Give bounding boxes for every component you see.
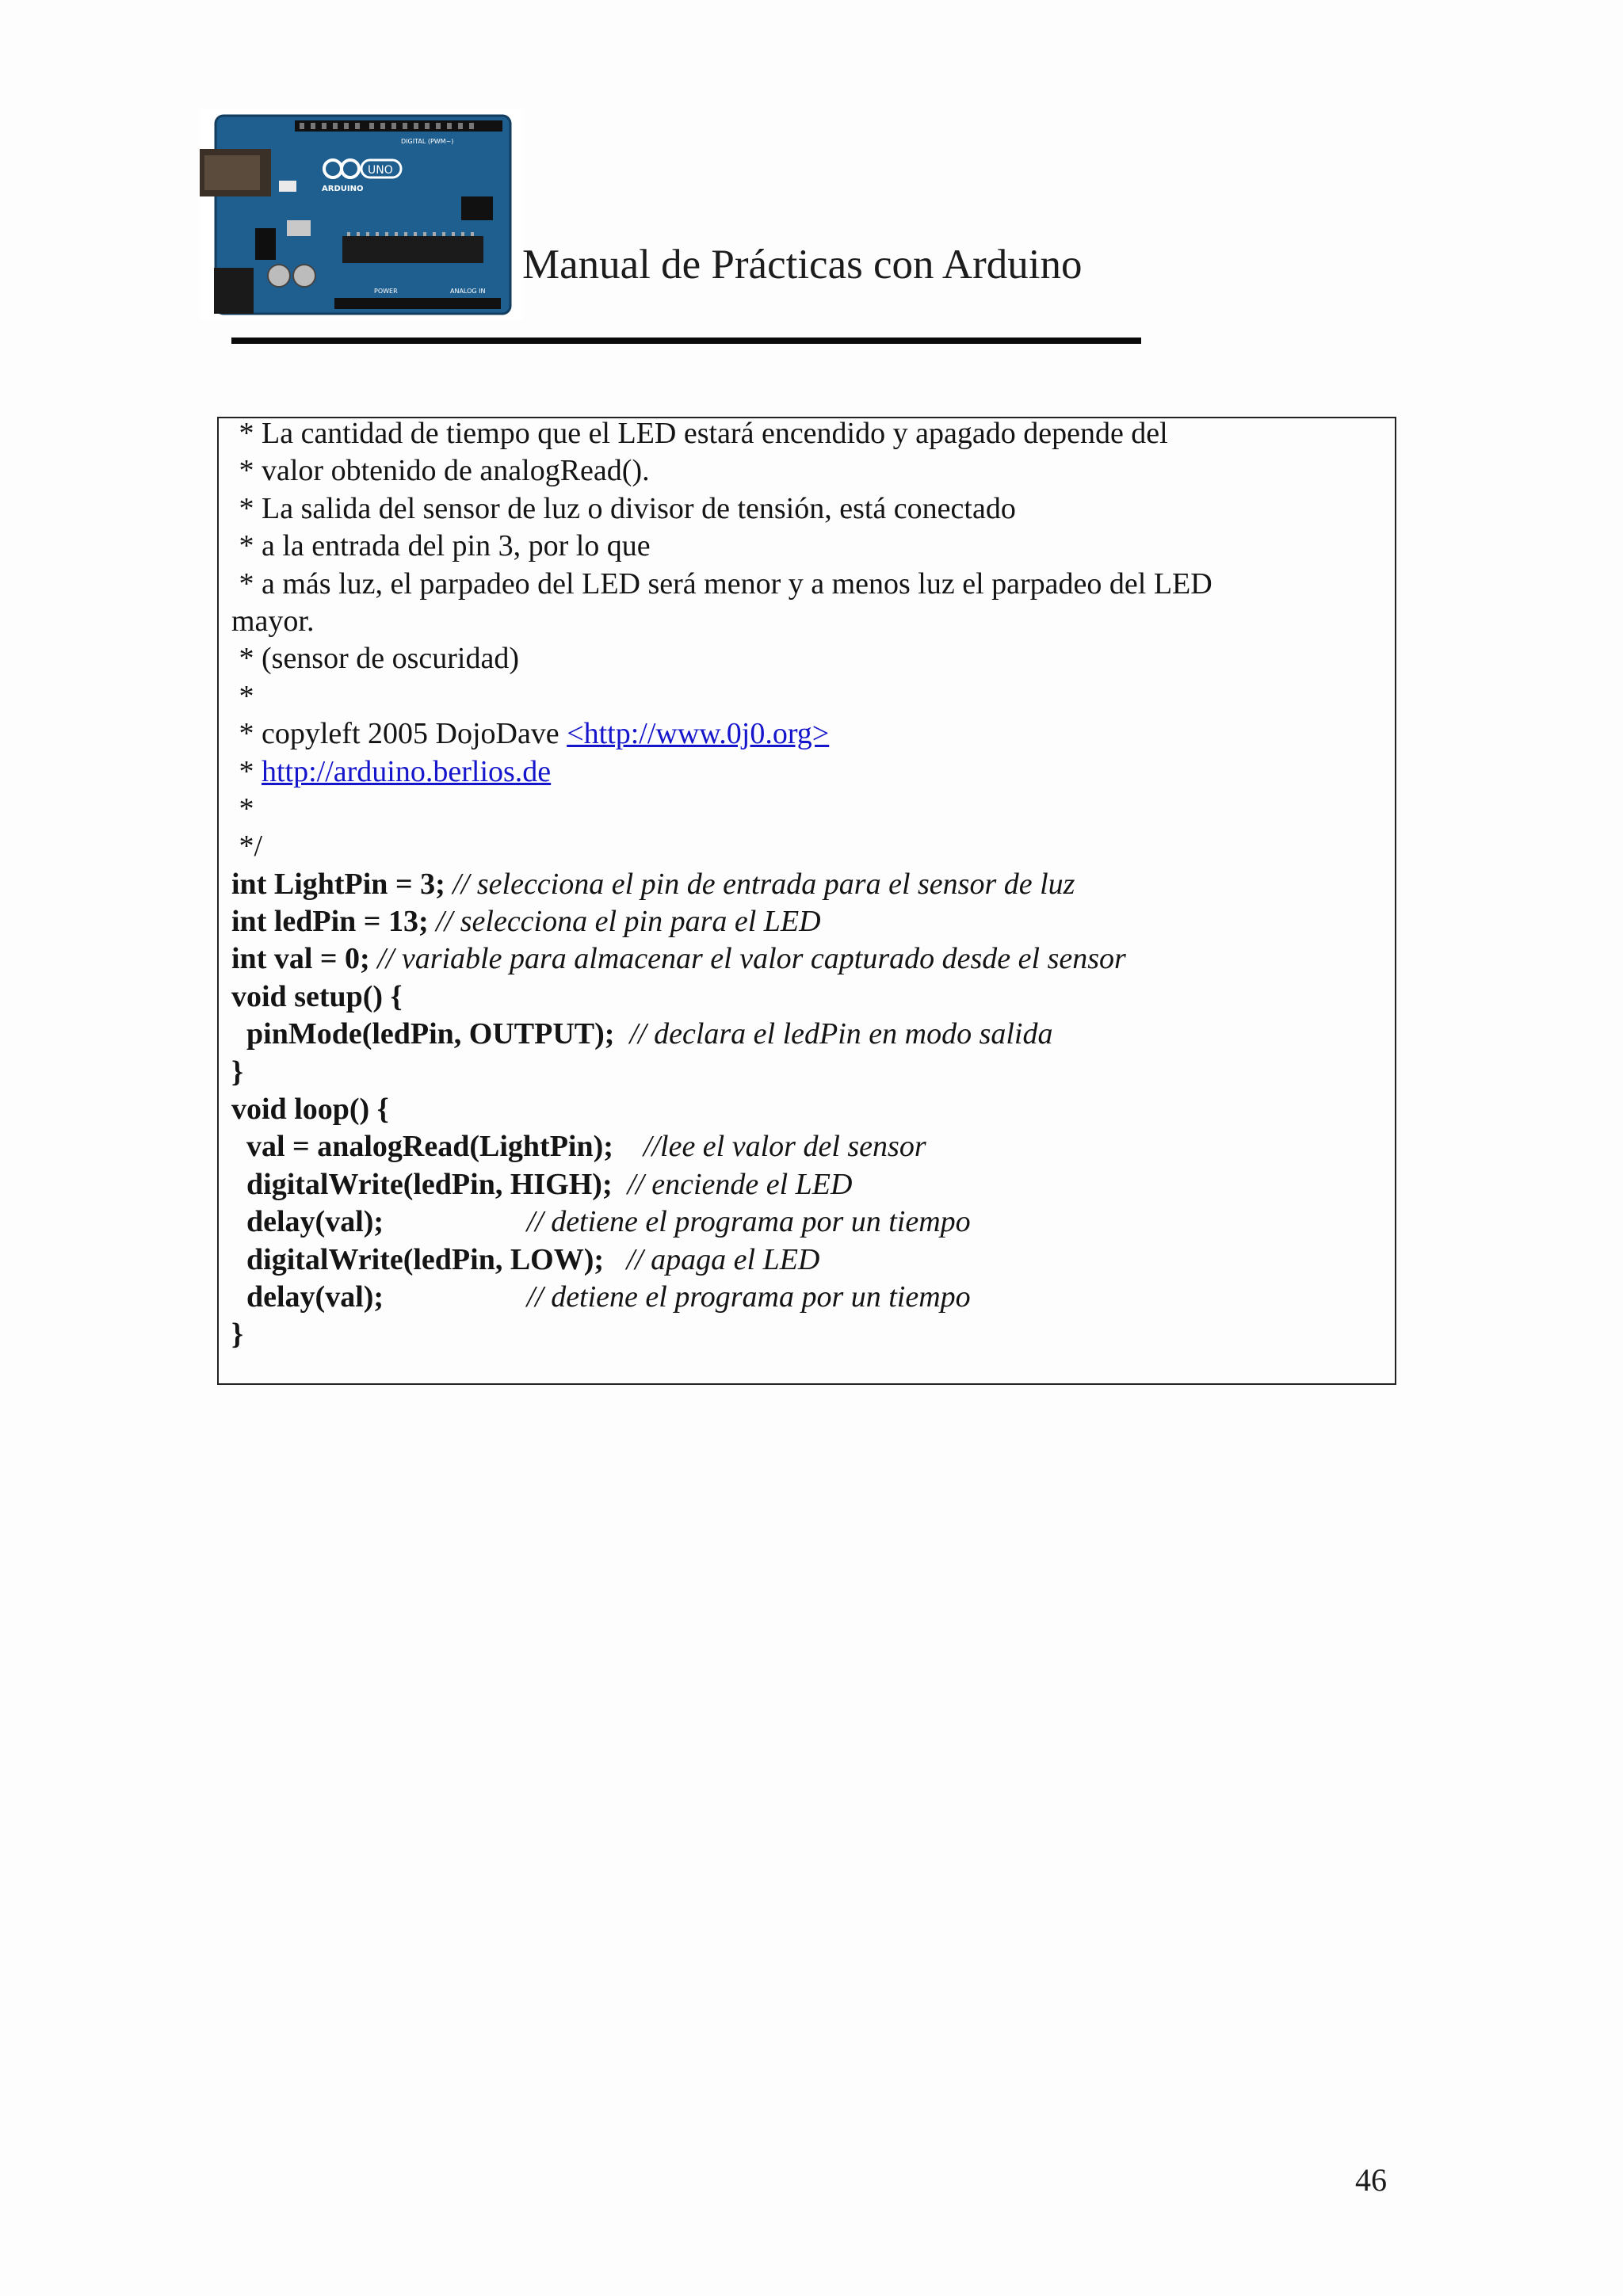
page-number: 46 — [1355, 2162, 1387, 2198]
comment-line: mayor. — [231, 604, 315, 638]
code-statement: delay(val); — [231, 1280, 527, 1314]
code-comment: // variable para almacenar el valor capturado desde el sensor — [377, 942, 1126, 976]
page-title: Manual de Prácticas con Arduino — [522, 242, 1083, 288]
comment-line: * valor obtenido de analogRead(). — [231, 454, 650, 488]
url-line — [231, 753, 1388, 791]
code-statement: int val = 0; — [231, 942, 378, 976]
code-line — [231, 1054, 1388, 1091]
code-line — [231, 903, 1388, 940]
comment-line: * La salida del sensor de luz o divisor de tensión, está conectado — [231, 491, 1016, 525]
code-statement: int ledPin = 13; — [231, 905, 437, 939]
code-statement: void loop() { — [231, 1093, 389, 1127]
board-analog-label: ANALOG IN — [450, 288, 486, 295]
code-statement: } — [231, 1318, 243, 1352]
board-uno-label: UNO — [368, 164, 393, 177]
code-line — [231, 1203, 1388, 1241]
copyleft-text: * copyleft 2005 DojoDave — [231, 717, 567, 751]
code-line — [231, 1166, 1388, 1203]
comment-line: * a la entrada del pin 3, por lo que — [231, 529, 651, 563]
code-comment: // selecciona el pin para el LED — [436, 905, 821, 939]
code-comment: // enciende el LED — [627, 1167, 853, 1201]
code-statement: delay(val); — [231, 1205, 527, 1239]
code-statement: val = analogRead(LightPin); — [231, 1130, 643, 1164]
arduino-berlios-link[interactable]: http://arduino.berlios.de — [262, 754, 552, 788]
code-line — [231, 1128, 1388, 1165]
comment-line: * — [231, 679, 254, 713]
url-prefix: * — [231, 754, 262, 788]
code-comment: // detiene el programa por un tiempo — [526, 1205, 971, 1239]
code-line — [231, 866, 1388, 903]
header-rule — [231, 338, 1141, 344]
code-comment: // apaga el LED — [626, 1242, 820, 1276]
comment-line: * (sensor de oscuridad) — [231, 642, 520, 676]
code-statement: digitalWrite(ledPin, LOW); — [231, 1242, 627, 1276]
code-line — [231, 940, 1388, 978]
code-statement: int LightPin = 3; — [231, 867, 453, 901]
code-statement: } — [231, 1055, 243, 1089]
code-statement: pinMode(ledPin, OUTPUT); — [231, 1017, 630, 1051]
board-arduino-label: ARDUINO — [322, 185, 364, 193]
code-line — [231, 1279, 1388, 1316]
copyleft-line — [231, 715, 1388, 753]
comment-line: */ — [231, 830, 263, 864]
code-comment: // declara el ledPin en modo salida — [629, 1017, 1053, 1051]
code-line — [231, 1241, 1388, 1279]
board-digital-label: DIGITAL (PWM~) — [401, 138, 454, 145]
code-line — [231, 978, 1388, 1016]
code-line — [231, 1091, 1388, 1128]
board-power-label: POWER — [374, 288, 398, 295]
code-statement: void setup() { — [231, 979, 403, 1013]
code-line — [231, 1016, 1388, 1053]
code-listing — [231, 415, 1388, 1354]
copyleft-link[interactable]: <http://www.0j0.org> — [567, 717, 830, 751]
code-statement: digitalWrite(ledPin, HIGH); — [231, 1167, 628, 1201]
code-comment: //lee el valor del sensor — [643, 1130, 926, 1164]
comment-line: * La cantidad de tiempo que el LED estará encendido y apagado depende del — [231, 417, 1168, 450]
comment-line: * a más luz, el parpadeo del LED será menor y a menos luz el parpadeo del LED — [231, 566, 1212, 601]
code-comment: // detiene el programa por un tiempo — [526, 1280, 971, 1314]
code-comment: // selecciona el pin de entrada para el sensor de luz — [453, 867, 1075, 901]
code-line — [231, 1316, 1388, 1353]
arduino-board-image — [200, 109, 523, 320]
comment-line: * — [231, 791, 254, 826]
